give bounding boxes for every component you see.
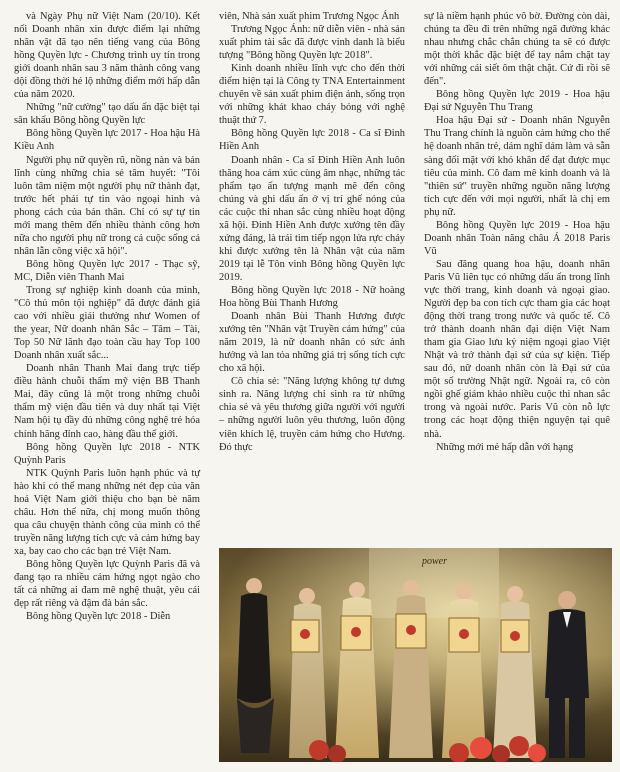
award-ceremony-photo <box>219 548 612 762</box>
paragraph: Bông hồng Quyền lực Quỳnh Paris đã và đang tạo ra nhiều cảm hứng ngọt ngào cho tất cả những ai đam mê nghệ thuật, yêu cái đẹp rất riêng và đậm đà bản sắc. <box>14 558 200 610</box>
paragraph: Bông hồng Quyền lực 2017 - Thạc sỹ, MC, Diễn viên Thanh Mai <box>14 258 200 283</box>
paragraph: Trong sự nghiệp kinh doanh của mình, "Cô thủ môn tội nghiệp" đã được đánh giá cao với nhiều giải thưởng như Women of the year, Nữ doanh nhân Sắc – Tâm – Tài, Top 50 Nữ lãnh đạo toàn cầu hay Top 100 Doanh nhân xuất sắc... <box>14 284 200 362</box>
paragraph: Bông hồng Quyền lực 2019 - Hoa hậu Đại sứ Nguyễn Thu Trang <box>424 89 610 114</box>
text-column-1 <box>14 10 200 765</box>
paragraph: Hoa hậu Đại sứ - Doanh nhân Nguyễn Thu Trang chính là nguồn cảm hứng cho thế hệ doanh nhân trẻ, dám nghĩ dám làm và sẵn sàng đối mặt với khó khăn để đạt được mục tiêu của mình. Cô đam mê kinh doanh và là "thiên sứ" truyền những nguồn năng lượng tích cực đến với mọi người, nhất là chị em phụ nữ. <box>424 115 610 218</box>
paragraph: Bông hồng Quyền lực 2017 - Hoa hậu Hà Kiều Anh <box>14 128 200 153</box>
paragraph: Trương Ngọc Ánh: nữ diễn viên - nhà sản xuất phim tài sắc đã được vinh danh là biểu tượng "Bông hồng Quyền lực 2018". <box>219 24 405 62</box>
paragraph: Bông hồng Quyền lực 2018 - Diễn <box>26 611 171 623</box>
paragraph: Bông hồng Quyền lực 2018 - NTK Quỳnh Paris <box>14 441 200 466</box>
banner-text: power <box>422 556 447 567</box>
paragraph: Doanh nhân Thanh Mai đang trực tiếp điều hành chuỗi thẩm mỹ viện BB Thanh Mai, đây cũng là một trong những chuỗi thẩm mỹ viện đầu tiên và duy nhất tại Việt Nam hội tụ đầy đủ những công nghệ trẻ hóa chính hãng đỉnh cao, hàng đầu thế giới. <box>14 363 200 440</box>
paragraph: Kinh doanh nhiều lĩnh vực cho đến thời điểm hiện tại là Công ty TNA Entertainment chuyên về sản xuất phim điện ảnh, sống trọn với những khát khao cháy bỏng với nghệ thuật thứ 7. <box>219 63 405 127</box>
paragraph: Doanh nhân - Ca sĩ Đinh Hiền Anh luôn thăng hoa cảm xúc cùng âm nhạc, những tác phẩm tạo ấn tượng mạnh mẽ đến công chúng và ghi dấu ấn ở vị trí ghế nóng của các cuộc thi nhan sắc cùng nhiều hoạt động xã hội. Đinh Hiền Anh được xướng tên đầy xứng đáng, là trái tim tiếp ngọn lửa rực cháy khi được xướng tên là Nhân vật của năm 2019 tại lễ Tôn vinh Bông hồng Quyền lực 2019. <box>219 154 405 283</box>
paragraph: và Ngày Phụ nữ Việt Nam (20/10). Kết nối Doanh nhân xin được điểm lại những nhân vật đã tạo nên tiếng vang của Bông hồng Quyền lực - Chương trình uy tín trong giới doanh nhân sau 3 năm thành công vang dội đồng thời hé lộ những điểm mới hấp dẫn của năm 2020. <box>14 11 200 101</box>
paragraph: Bông hồng Quyền lực 2019 - Hoa hậu Doanh nhân Toàn năng châu Á 2018 Paris Vũ <box>424 219 610 257</box>
text-column-2 <box>219 10 405 544</box>
paragraph: Người phụ nữ quyền rũ, nồng nàn và bản lĩnh cùng những chia sẻ tâm huyết: "Tôi luôn tâm niệm một người phụ nữ thành đạt, trước hết phải tự tin vào ngoại hình và phong cách của bản thân. Chỉ có sự tự tin mới mang thêm đến nhiều thành công hơn nữa cho người phụ nữ trong cả cuộc sống cả nhân lẫn công việc xã hội". <box>14 154 200 257</box>
paragraph: Những mới mẻ hấp dẫn với hạng <box>436 441 574 453</box>
paragraph: Cô chia sẻ: "Năng lượng không tự dưng sinh ra. Năng lượng chỉ sinh ra từ những chia sẻ và yêu thương giữa người với người – những người luôn yêu thương, luôn động viên khích lệ, truyền cảm hứng cho Hương. Đó thực <box>219 376 405 453</box>
text-column-3 <box>424 10 610 544</box>
paragraph: Sau đăng quang hoa hậu, doanh nhân Paris Vũ liên tục có những dấu ấn trong lĩnh vực thời trang, kinh doanh và ngoại giao. Người đẹp ba con tích cực tham gia các hoạt động thời trang trong nước và quốc tế. Cô trở thành doanh nhân đại diện Việt Nam tham gia Giao lưu kỷ niệm ngoại giao Việt Nhật và trở thành đại sứ của sự kiện. Tiếp sau đó, nữ doanh nhân còn là Đại sứ của một số trường Nhật ngữ. Ngoài ra, cô còn ngồi ghế giám khảo nhiều cuộc thi nhan sắc trong và ngoài nước. Paris Vũ còn nỗ lực trong các hoạt động thiện nguyện tại quê nhà. <box>424 258 610 440</box>
paragraph: viên, Nhà sản xuất phim Trương Ngọc Ánh <box>219 11 400 22</box>
paragraph: sự là niềm hạnh phúc vô bờ. Đường còn dài, chúng ta đều đi trên những ngã đường khác nhau nhưng chắc chắn chúng ta sẽ có được một thời khắc đặc biệt để tay nắm chặt tay với những cái siết ôm thật chặt. Cứ đi rồi sẽ đến". <box>424 11 610 88</box>
paragraph: Bông hồng Quyền lực 2018 - Nữ hoàng Hoa hồng Bùi Thanh Hương <box>219 284 405 310</box>
paragraph: Bông hồng Quyền lực 2018 - Ca sĩ Đinh Hiền Anh <box>219 128 405 153</box>
paragraph: Những "nữ cường" tạo dấu ấn đặc biệt tại sân khấu Bông hồng Quyền lực <box>14 102 200 127</box>
paragraph: NTK Quỳnh Paris luôn hạnh phúc và tự hào khi có thể mang những nét đẹp của văn hoá Việt Nam giới thiệu cho bạn bè năm châu. Hơn thế nữa, chị mong muốn thông qua câu chuyện thành công của mình có thể truyền năng lượng tích cực và cảm hứng bay xa, bay cao cho các bạn trẻ Việt Nam. <box>14 467 200 557</box>
paragraph: Doanh nhân Bùi Thanh Hương được xướng tên "Nhân vật Truyền cảm hứng" của năm 2019, là nữ doanh nhân có sức ảnh hưởng và lan tỏa những giá trị sống tích cực cho xã hội. <box>219 311 405 375</box>
